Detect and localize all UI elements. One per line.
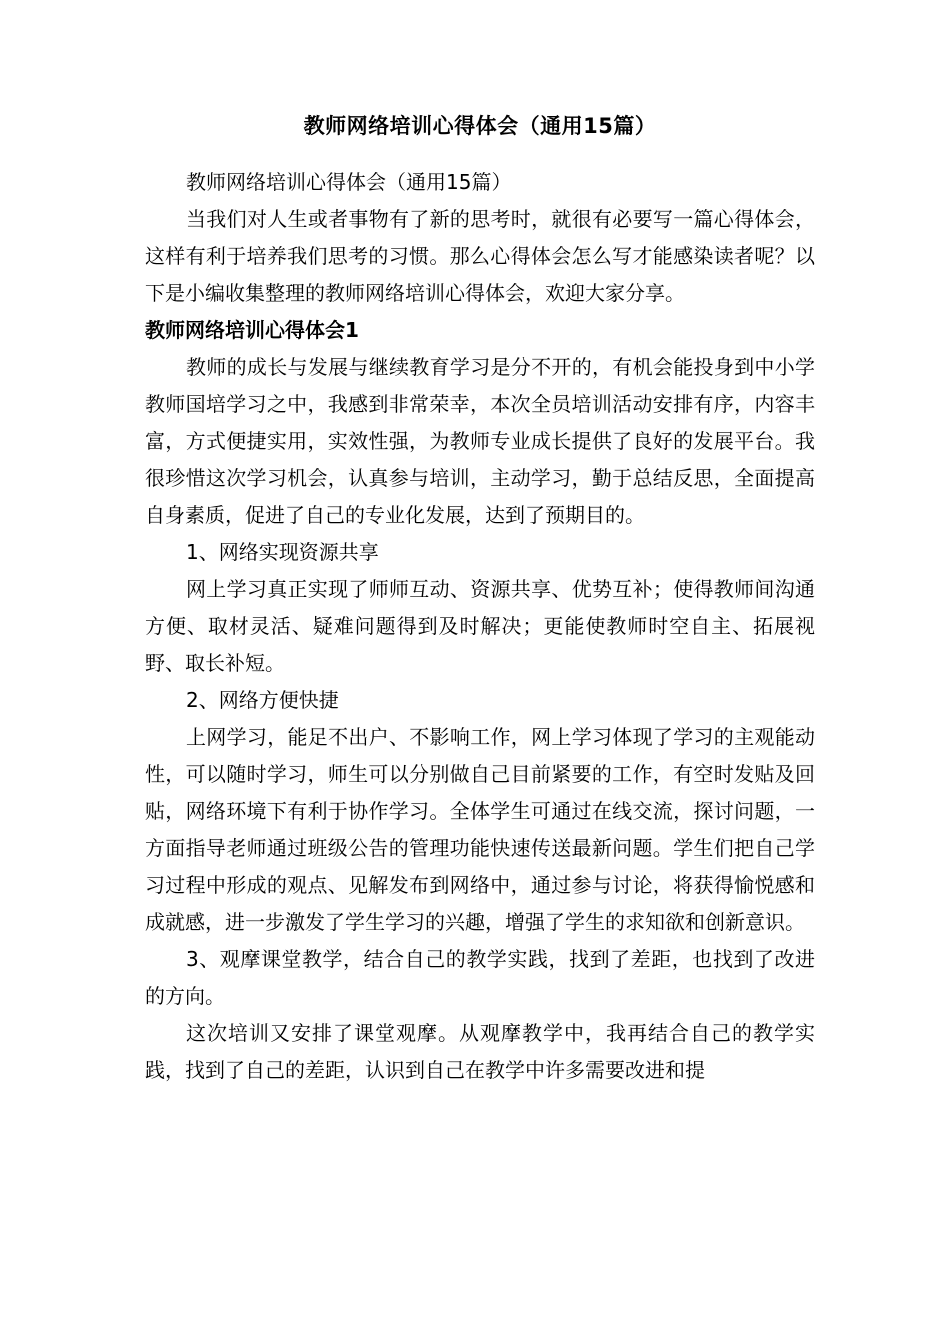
document-subtitle: 教师网络培训心得体会（通用15篇） bbox=[186, 170, 512, 194]
body-paragraph-1: 教师的成长与发展与继续教育学习是分不开的，有机会能投身到中小学教师国培学习之中，我感到非常荣幸，本次全员培训活动安排有序，内容丰富，方式便捷实用，实效性强，为教师专业成长提供了良好的发展平台。我很珍惜这次学习机会，认真参与培训，主动学习，勤于总结反思，全面提高自身素质，促进了自己的专业化发展，达到了预期目的。 bbox=[145, 355, 815, 527]
body-paragraph-4: 这次培训又安排了课堂观摩。从观摩教学中，我再结合自己的教学实践，找到了自己的差距，认识到自己在教学中许多需要改进和提 bbox=[145, 1021, 815, 1082]
body-paragraph-2: 网上学习真正实现了师师互动、资源共享、优势互补；使得教师间沟通方便、取材灵活、疑难问题得到及时解决；更能使教师时空自主、拓展视野、取长补短。 bbox=[145, 577, 815, 675]
intro-paragraph: 当我们对人生或者事物有了新的思考时，就很有必要写一篇心得体会，这样有利于培养我们思考的习惯。那么心得体会怎么写才能感染读者呢？以下是小编收集整理的教师网络培训心得体会，欢迎大家分享。 bbox=[145, 207, 815, 305]
subheading-1: 1、网络实现资源共享 bbox=[186, 540, 379, 564]
document-title: 教师网络培训心得体会（通用15篇） bbox=[303, 114, 657, 138]
section-heading: 教师网络培训心得体会1 bbox=[145, 318, 359, 342]
body-paragraph-3: 上网学习，能足不出户、不影响工作，网上学习体现了学习的主观能动性，可以随时学习，师生可以分别做自己目前紧要的工作，有空时发贴及回贴，网络环境下有利于协作学习。全体学生可通过在线交流，探讨问题，一方面指导老师通过班级公告的管理功能快速传送最新问题。学生们把自己学习过程中形成的观点、见解发布到网络中，通过参与讨论，将获得愉悦感和成就感，进一步激发了学生学习的兴趣，增强了学生的求知欲和创新意识。 bbox=[145, 725, 815, 934]
subheading-2: 2、网络方便快捷 bbox=[186, 688, 339, 712]
subheading-3: 3、观摩课堂教学，结合自己的教学实践，找到了差距，也找到了改进的方向。 bbox=[145, 947, 815, 1008]
document-page bbox=[145, 108, 815, 1089]
